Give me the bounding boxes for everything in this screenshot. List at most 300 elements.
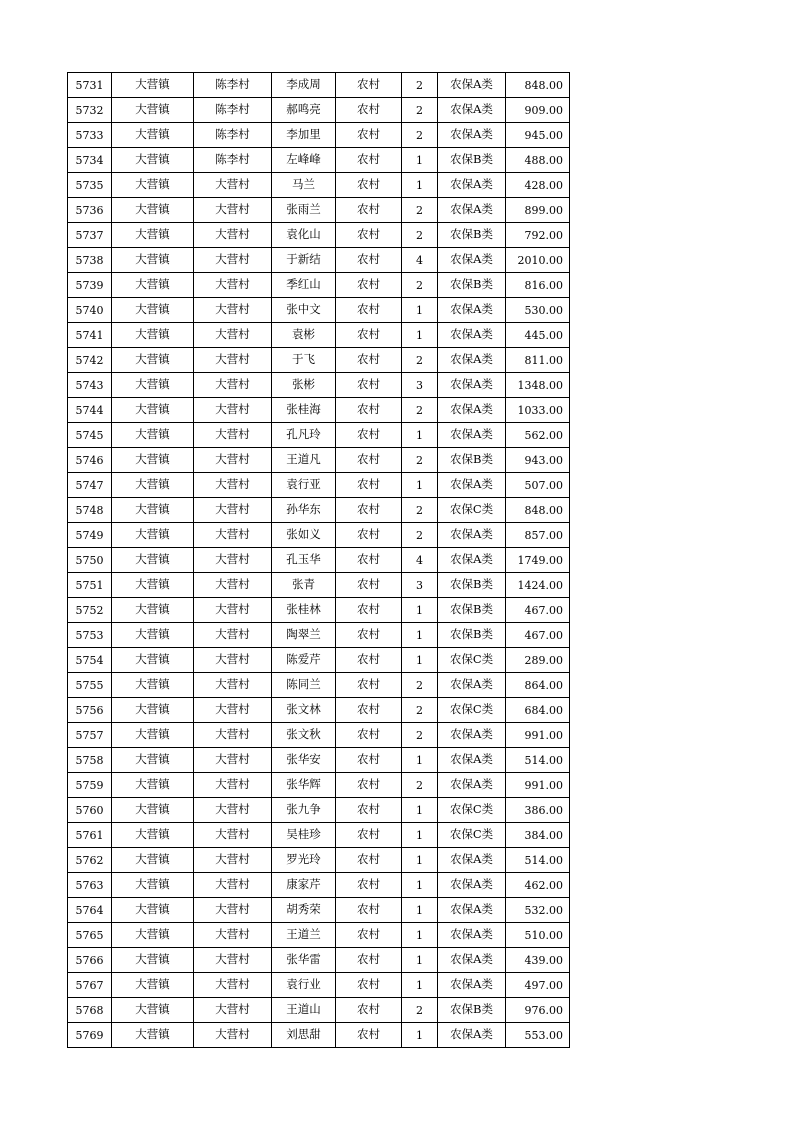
amount-cell: 445.00: [506, 323, 570, 348]
person-name-cell: 袁行业: [272, 973, 336, 998]
area-type-cell: 农村: [336, 273, 402, 298]
amount-cell: 507.00: [506, 473, 570, 498]
amount-cell: 991.00: [506, 773, 570, 798]
row-id-cell: 5767: [68, 973, 112, 998]
area-type-cell: 农村: [336, 248, 402, 273]
row-id-cell: 5766: [68, 948, 112, 973]
table-row: [68, 448, 570, 473]
household-count-cell: 2: [402, 723, 438, 748]
row-id-cell: 5762: [68, 848, 112, 873]
village-cell: 大营村: [194, 1023, 272, 1048]
household-count-cell: 1: [402, 873, 438, 898]
table-row: [68, 98, 570, 123]
area-type-cell: 农村: [336, 698, 402, 723]
household-count-cell: 2: [402, 98, 438, 123]
village-cell: 大营村: [194, 923, 272, 948]
area-type-cell: 农村: [336, 298, 402, 323]
amount-cell: 488.00: [506, 148, 570, 173]
insurance-category-cell: 农保A类: [438, 548, 506, 573]
amount-cell: 864.00: [506, 673, 570, 698]
household-count-cell: 2: [402, 223, 438, 248]
insurance-category-cell: 农保A类: [438, 348, 506, 373]
person-name-cell: 吴桂珍: [272, 823, 336, 848]
town-cell: 大营镇: [112, 123, 194, 148]
village-cell: 大营村: [194, 723, 272, 748]
town-cell: 大营镇: [112, 848, 194, 873]
table-row: [68, 173, 570, 198]
town-cell: 大营镇: [112, 748, 194, 773]
row-id-cell: 5765: [68, 923, 112, 948]
village-cell: 大营村: [194, 748, 272, 773]
table-row: [68, 348, 570, 373]
row-id-cell: 5749: [68, 523, 112, 548]
insurance-category-cell: 农保A类: [438, 873, 506, 898]
insurance-category-cell: 农保A类: [438, 1023, 506, 1048]
village-cell: 大营村: [194, 473, 272, 498]
village-cell: 大营村: [194, 798, 272, 823]
roster-body: [68, 73, 570, 1048]
town-cell: 大营镇: [112, 623, 194, 648]
amount-cell: 497.00: [506, 973, 570, 998]
table-row: [68, 73, 570, 98]
person-name-cell: 王道凡: [272, 448, 336, 473]
town-cell: 大营镇: [112, 948, 194, 973]
area-type-cell: 农村: [336, 548, 402, 573]
row-id-cell: 5763: [68, 873, 112, 898]
area-type-cell: 农村: [336, 648, 402, 673]
person-name-cell: 张桂林: [272, 598, 336, 623]
row-id-cell: 5748: [68, 498, 112, 523]
household-count-cell: 1: [402, 823, 438, 848]
town-cell: 大营镇: [112, 873, 194, 898]
area-type-cell: 农村: [336, 498, 402, 523]
amount-cell: 553.00: [506, 1023, 570, 1048]
village-cell: 大营村: [194, 873, 272, 898]
village-cell: 大营村: [194, 548, 272, 573]
area-type-cell: 农村: [336, 448, 402, 473]
village-cell: 大营村: [194, 823, 272, 848]
person-name-cell: 李加里: [272, 123, 336, 148]
table-row: [68, 823, 570, 848]
area-type-cell: 农村: [336, 1023, 402, 1048]
amount-cell: 562.00: [506, 423, 570, 448]
village-cell: 大营村: [194, 523, 272, 548]
row-id-cell: 5769: [68, 1023, 112, 1048]
person-name-cell: 陈同兰: [272, 673, 336, 698]
area-type-cell: 农村: [336, 323, 402, 348]
household-count-cell: 3: [402, 573, 438, 598]
person-name-cell: 陈爱芹: [272, 648, 336, 673]
table-row: [68, 923, 570, 948]
row-id-cell: 5735: [68, 173, 112, 198]
insurance-category-cell: 农保A类: [438, 423, 506, 448]
table-row: [68, 598, 570, 623]
row-id-cell: 5731: [68, 73, 112, 98]
table-row: [68, 698, 570, 723]
table-row: [68, 798, 570, 823]
amount-cell: 943.00: [506, 448, 570, 473]
household-count-cell: 1: [402, 173, 438, 198]
village-cell: 大营村: [194, 598, 272, 623]
area-type-cell: 农村: [336, 848, 402, 873]
insurance-category-cell: 农保A类: [438, 123, 506, 148]
area-type-cell: 农村: [336, 673, 402, 698]
household-count-cell: 1: [402, 148, 438, 173]
village-cell: 大营村: [194, 298, 272, 323]
table-row: [68, 848, 570, 873]
person-name-cell: 郝鸣亮: [272, 98, 336, 123]
insurance-category-cell: 农保A类: [438, 898, 506, 923]
table-row: [68, 773, 570, 798]
insurance-category-cell: 农保B类: [438, 598, 506, 623]
area-type-cell: 农村: [336, 573, 402, 598]
table-row: [68, 148, 570, 173]
person-name-cell: 张青: [272, 573, 336, 598]
household-count-cell: 1: [402, 923, 438, 948]
town-cell: 大营镇: [112, 323, 194, 348]
village-cell: 大营村: [194, 323, 272, 348]
insurance-category-cell: 农保C类: [438, 798, 506, 823]
person-name-cell: 张桂海: [272, 398, 336, 423]
amount-cell: 510.00: [506, 923, 570, 948]
area-type-cell: 农村: [336, 398, 402, 423]
person-name-cell: 袁行亚: [272, 473, 336, 498]
area-type-cell: 农村: [336, 773, 402, 798]
household-count-cell: 1: [402, 973, 438, 998]
row-id-cell: 5736: [68, 198, 112, 223]
insurance-category-cell: 农保B类: [438, 448, 506, 473]
household-count-cell: 2: [402, 673, 438, 698]
household-count-cell: 2: [402, 273, 438, 298]
household-count-cell: 2: [402, 398, 438, 423]
town-cell: 大营镇: [112, 273, 194, 298]
amount-cell: 467.00: [506, 598, 570, 623]
table-row: [68, 198, 570, 223]
table-row: [68, 648, 570, 673]
amount-cell: 857.00: [506, 523, 570, 548]
household-count-cell: 1: [402, 798, 438, 823]
amount-cell: 945.00: [506, 123, 570, 148]
household-count-cell: 2: [402, 773, 438, 798]
village-cell: 大营村: [194, 573, 272, 598]
town-cell: 大营镇: [112, 298, 194, 323]
person-name-cell: 孔凡玲: [272, 423, 336, 448]
insurance-category-cell: 农保C类: [438, 698, 506, 723]
amount-cell: 816.00: [506, 273, 570, 298]
row-id-cell: 5750: [68, 548, 112, 573]
household-count-cell: 2: [402, 998, 438, 1023]
household-count-cell: 1: [402, 598, 438, 623]
table-row: [68, 1023, 570, 1048]
table-row: [68, 623, 570, 648]
village-cell: 大营村: [194, 648, 272, 673]
town-cell: 大营镇: [112, 773, 194, 798]
amount-cell: 289.00: [506, 648, 570, 673]
amount-cell: 1424.00: [506, 573, 570, 598]
amount-cell: 462.00: [506, 873, 570, 898]
village-cell: 大营村: [194, 273, 272, 298]
row-id-cell: 5753: [68, 623, 112, 648]
person-name-cell: 左峰峰: [272, 148, 336, 173]
table-row: [68, 573, 570, 598]
town-cell: 大营镇: [112, 998, 194, 1023]
person-name-cell: 袁彬: [272, 323, 336, 348]
person-name-cell: 张如义: [272, 523, 336, 548]
household-count-cell: 1: [402, 748, 438, 773]
household-count-cell: 1: [402, 298, 438, 323]
amount-cell: 848.00: [506, 73, 570, 98]
household-count-cell: 2: [402, 523, 438, 548]
row-id-cell: 5734: [68, 148, 112, 173]
amount-cell: 899.00: [506, 198, 570, 223]
amount-cell: 514.00: [506, 848, 570, 873]
row-id-cell: 5747: [68, 473, 112, 498]
insurance-category-cell: 农保B类: [438, 148, 506, 173]
amount-cell: 467.00: [506, 623, 570, 648]
table-row: [68, 323, 570, 348]
person-name-cell: 李成周: [272, 73, 336, 98]
town-cell: 大营镇: [112, 248, 194, 273]
table-row: [68, 498, 570, 523]
village-cell: 陈李村: [194, 98, 272, 123]
village-cell: 大营村: [194, 948, 272, 973]
area-type-cell: 农村: [336, 73, 402, 98]
area-type-cell: 农村: [336, 823, 402, 848]
insurance-category-cell: 农保A类: [438, 323, 506, 348]
row-id-cell: 5752: [68, 598, 112, 623]
row-id-cell: 5758: [68, 748, 112, 773]
village-cell: 大营村: [194, 773, 272, 798]
table-row: [68, 123, 570, 148]
amount-cell: 991.00: [506, 723, 570, 748]
table-row: [68, 998, 570, 1023]
village-cell: 大营村: [194, 248, 272, 273]
insurance-category-cell: 农保A类: [438, 398, 506, 423]
household-count-cell: 1: [402, 898, 438, 923]
household-roster-table: [67, 72, 570, 1048]
area-type-cell: 农村: [336, 523, 402, 548]
person-name-cell: 于飞: [272, 348, 336, 373]
row-id-cell: 5739: [68, 273, 112, 298]
household-count-cell: 2: [402, 498, 438, 523]
village-cell: 大营村: [194, 173, 272, 198]
row-id-cell: 5740: [68, 298, 112, 323]
village-cell: 大营村: [194, 498, 272, 523]
village-cell: 大营村: [194, 848, 272, 873]
row-id-cell: 5733: [68, 123, 112, 148]
village-cell: 大营村: [194, 348, 272, 373]
household-count-cell: 2: [402, 348, 438, 373]
row-id-cell: 5759: [68, 773, 112, 798]
person-name-cell: 张雨兰: [272, 198, 336, 223]
row-id-cell: 5741: [68, 323, 112, 348]
amount-cell: 909.00: [506, 98, 570, 123]
village-cell: 大营村: [194, 623, 272, 648]
insurance-category-cell: 农保A类: [438, 198, 506, 223]
town-cell: 大营镇: [112, 798, 194, 823]
amount-cell: 811.00: [506, 348, 570, 373]
area-type-cell: 农村: [336, 748, 402, 773]
area-type-cell: 农村: [336, 723, 402, 748]
town-cell: 大营镇: [112, 148, 194, 173]
town-cell: 大营镇: [112, 673, 194, 698]
village-cell: 陈李村: [194, 148, 272, 173]
town-cell: 大营镇: [112, 73, 194, 98]
village-cell: 大营村: [194, 223, 272, 248]
insurance-category-cell: 农保A类: [438, 723, 506, 748]
town-cell: 大营镇: [112, 823, 194, 848]
amount-cell: 514.00: [506, 748, 570, 773]
village-cell: 大营村: [194, 373, 272, 398]
person-name-cell: 刘思甜: [272, 1023, 336, 1048]
person-name-cell: 马兰: [272, 173, 336, 198]
row-id-cell: 5732: [68, 98, 112, 123]
household-count-cell: 2: [402, 198, 438, 223]
village-cell: 陈李村: [194, 73, 272, 98]
person-name-cell: 孙华东: [272, 498, 336, 523]
table-row: [68, 673, 570, 698]
insurance-category-cell: 农保A类: [438, 523, 506, 548]
row-id-cell: 5742: [68, 348, 112, 373]
amount-cell: 684.00: [506, 698, 570, 723]
table-row: [68, 948, 570, 973]
insurance-category-cell: 农保A类: [438, 773, 506, 798]
table-row: [68, 248, 570, 273]
village-cell: 大营村: [194, 398, 272, 423]
table-row: [68, 873, 570, 898]
insurance-category-cell: 农保A类: [438, 98, 506, 123]
area-type-cell: 农村: [336, 948, 402, 973]
household-count-cell: 4: [402, 548, 438, 573]
table-row: [68, 973, 570, 998]
household-count-cell: 2: [402, 698, 438, 723]
town-cell: 大营镇: [112, 1023, 194, 1048]
insurance-category-cell: 农保B类: [438, 223, 506, 248]
village-cell: 大营村: [194, 673, 272, 698]
town-cell: 大营镇: [112, 573, 194, 598]
household-count-cell: 1: [402, 473, 438, 498]
household-count-cell: 1: [402, 623, 438, 648]
person-name-cell: 季红山: [272, 273, 336, 298]
row-id-cell: 5764: [68, 898, 112, 923]
row-id-cell: 5756: [68, 698, 112, 723]
village-cell: 大营村: [194, 898, 272, 923]
household-count-cell: 2: [402, 123, 438, 148]
village-cell: 陈李村: [194, 123, 272, 148]
town-cell: 大营镇: [112, 173, 194, 198]
table-row: [68, 473, 570, 498]
person-name-cell: 张九争: [272, 798, 336, 823]
household-count-cell: 1: [402, 1023, 438, 1048]
village-cell: 大营村: [194, 998, 272, 1023]
row-id-cell: 5745: [68, 423, 112, 448]
village-cell: 大营村: [194, 973, 272, 998]
amount-cell: 2010.00: [506, 248, 570, 273]
town-cell: 大营镇: [112, 598, 194, 623]
person-name-cell: 张中文: [272, 298, 336, 323]
person-name-cell: 罗光玲: [272, 848, 336, 873]
village-cell: 大营村: [194, 423, 272, 448]
person-name-cell: 于新结: [272, 248, 336, 273]
person-name-cell: 张华安: [272, 748, 336, 773]
household-count-cell: 3: [402, 373, 438, 398]
person-name-cell: 袁化山: [272, 223, 336, 248]
area-type-cell: 农村: [336, 923, 402, 948]
amount-cell: 428.00: [506, 173, 570, 198]
row-id-cell: 5751: [68, 573, 112, 598]
insurance-category-cell: 农保A类: [438, 373, 506, 398]
insurance-category-cell: 农保C类: [438, 823, 506, 848]
area-type-cell: 农村: [336, 348, 402, 373]
amount-cell: 532.00: [506, 898, 570, 923]
insurance-category-cell: 农保A类: [438, 923, 506, 948]
row-id-cell: 5761: [68, 823, 112, 848]
insurance-category-cell: 农保C类: [438, 498, 506, 523]
insurance-category-cell: 农保B类: [438, 573, 506, 598]
area-type-cell: 农村: [336, 423, 402, 448]
amount-cell: 384.00: [506, 823, 570, 848]
person-name-cell: 王道兰: [272, 923, 336, 948]
town-cell: 大营镇: [112, 898, 194, 923]
town-cell: 大营镇: [112, 348, 194, 373]
amount-cell: 530.00: [506, 298, 570, 323]
person-name-cell: 胡秀荣: [272, 898, 336, 923]
town-cell: 大营镇: [112, 473, 194, 498]
town-cell: 大营镇: [112, 223, 194, 248]
person-name-cell: 孔玉华: [272, 548, 336, 573]
row-id-cell: 5737: [68, 223, 112, 248]
household-count-cell: 1: [402, 648, 438, 673]
household-count-cell: 1: [402, 848, 438, 873]
village-cell: 大营村: [194, 698, 272, 723]
area-type-cell: 农村: [336, 373, 402, 398]
table-row: [68, 373, 570, 398]
insurance-category-cell: 农保A类: [438, 673, 506, 698]
household-count-cell: 1: [402, 948, 438, 973]
row-id-cell: 5757: [68, 723, 112, 748]
amount-cell: 1749.00: [506, 548, 570, 573]
insurance-category-cell: 农保A类: [438, 748, 506, 773]
area-type-cell: 农村: [336, 973, 402, 998]
insurance-category-cell: 农保A类: [438, 73, 506, 98]
insurance-category-cell: 农保A类: [438, 173, 506, 198]
town-cell: 大营镇: [112, 723, 194, 748]
amount-cell: 1033.00: [506, 398, 570, 423]
town-cell: 大营镇: [112, 698, 194, 723]
area-type-cell: 农村: [336, 598, 402, 623]
town-cell: 大营镇: [112, 973, 194, 998]
person-name-cell: 王道山: [272, 998, 336, 1023]
insurance-category-cell: 农保A类: [438, 948, 506, 973]
table-row: [68, 548, 570, 573]
person-name-cell: 康家芹: [272, 873, 336, 898]
village-cell: 大营村: [194, 448, 272, 473]
row-id-cell: 5744: [68, 398, 112, 423]
amount-cell: 386.00: [506, 798, 570, 823]
town-cell: 大营镇: [112, 423, 194, 448]
insurance-category-cell: 农保B类: [438, 998, 506, 1023]
amount-cell: 1348.00: [506, 373, 570, 398]
insurance-category-cell: 农保A类: [438, 473, 506, 498]
person-name-cell: 张文林: [272, 698, 336, 723]
area-type-cell: 农村: [336, 148, 402, 173]
row-id-cell: 5754: [68, 648, 112, 673]
village-cell: 大营村: [194, 198, 272, 223]
area-type-cell: 农村: [336, 998, 402, 1023]
household-count-cell: 2: [402, 448, 438, 473]
area-type-cell: 农村: [336, 123, 402, 148]
amount-cell: 848.00: [506, 498, 570, 523]
